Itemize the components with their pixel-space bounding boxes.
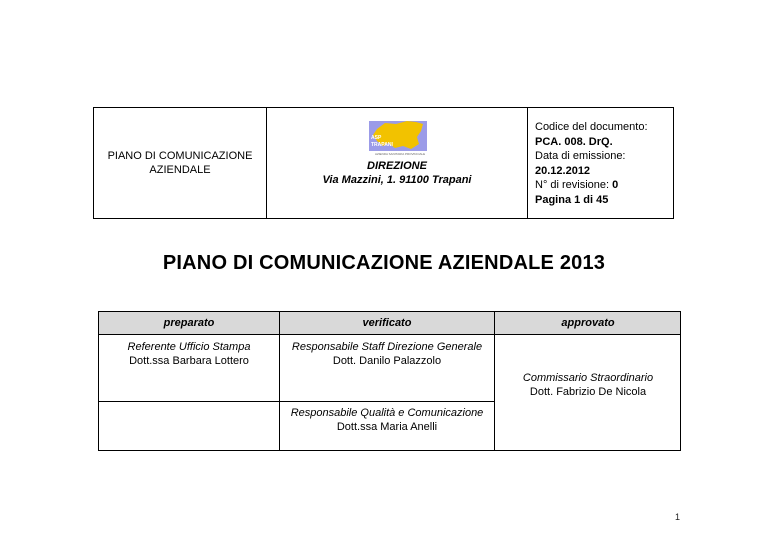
header-middle-cell [267, 108, 528, 218]
verificato-1-role: Responsabile Staff Direzione Generale [291, 341, 483, 353]
header-left-title: PIANO DI COMUNICAZIONE AZIENDALE [107, 150, 253, 176]
approvato-cell [495, 371, 681, 399]
logo-text-asp: ASP [371, 135, 382, 141]
approvato-name: Dott. Fabrizio De Nicola [529, 386, 647, 398]
document-title: PIANO DI COMUNICAZIONE AZIENDALE 2013 [162, 252, 606, 274]
row-divider [99, 401, 495, 402]
verificato-2-name: Dott.ssa Maria Anelli [336, 421, 438, 433]
header-address: Via Mazzini, 1. 91100 Trapani [322, 174, 472, 186]
header-preparato: preparato [163, 317, 215, 329]
page-number: 1 [674, 512, 680, 522]
logo-subtext: AZIENDA SANITARIA PROVINCIALE [375, 152, 426, 156]
preparato-cell [99, 340, 279, 368]
preparato-name: Dott.ssa Barbara Lottero [129, 355, 249, 367]
asp-trapani-logo-icon [363, 115, 429, 157]
data-value: 20.12.2012 [535, 164, 591, 177]
codice-value: PCA. 008. DrQ. [535, 135, 613, 148]
data-label: Data di emissione: [535, 150, 626, 162]
logo-text-trapani: TRAPANI [371, 142, 393, 148]
verificato-cell-2 [280, 406, 494, 434]
approval-table [98, 311, 681, 451]
header-verificato: verificato [362, 317, 412, 329]
verificato-cell-1 [280, 340, 494, 368]
document-header-table [93, 107, 674, 219]
approvato-role: Commissario Straordinario [522, 372, 654, 384]
preparato-role: Referente Ufficio Stampa [127, 341, 251, 353]
pagina-line: Pagina 1 di 45 [535, 193, 609, 206]
verificato-1-name: Dott. Danilo Palazzolo [332, 355, 442, 367]
verificato-2-role: Responsabile Qualità e Comunicazione [290, 407, 484, 419]
header-direzione: DIREZIONE [367, 160, 427, 172]
revisione-line: N° di revisione: 0 [535, 179, 619, 191]
header-approvato: approvato [561, 317, 615, 329]
header-left-cell [94, 108, 267, 218]
header-right-cell [528, 108, 673, 218]
codice-label: Codice del documento: [535, 121, 648, 133]
